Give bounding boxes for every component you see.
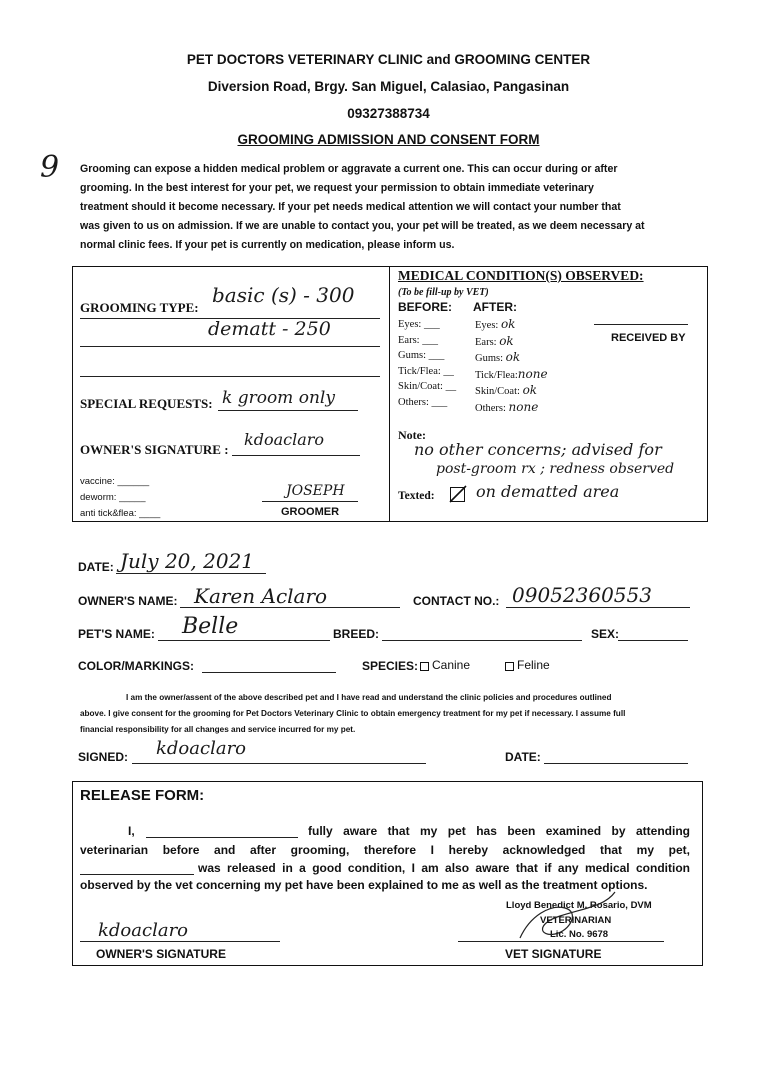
signed-value: kdoaclaro <box>156 738 247 759</box>
before-column <box>398 317 456 410</box>
sex-line <box>618 640 688 641</box>
release-owner-signature: kdoaclaro <box>98 920 189 941</box>
note-line-3: on dematted area <box>476 482 620 501</box>
clinic-phone: 09327388734 <box>347 106 430 121</box>
grooming-type-label: GROOMING TYPE: <box>80 300 199 315</box>
vet-license: Lic. No. 9678 <box>550 929 609 940</box>
received-by-line <box>594 324 688 325</box>
after-row: Others: none <box>475 399 539 414</box>
release-line-3: was released in a good condition, I am also aware that if any medical condition <box>198 861 690 875</box>
release-line-4: observed by the vet concerning my pet have been explained to me as well as the treatment options. <box>80 878 648 892</box>
release-line-1: fully aware that my pet has been examined by attending <box>308 824 690 838</box>
release-title: RELEASE FORM: <box>80 787 205 804</box>
breed-line <box>382 640 582 641</box>
owner-signature-value: kdoaclaro <box>244 430 325 449</box>
release-i-label: I, <box>128 824 135 838</box>
antitick-label: anti tick&flea: <box>80 508 137 519</box>
before-label: BEFORE: <box>398 300 452 314</box>
release-pet-line <box>80 874 194 875</box>
pet-name-label: PET'S NAME: <box>78 627 155 641</box>
note-line-1: no other concerns; advised for <box>414 440 662 459</box>
owner-signature-label: OWNER'S SIGNATURE : <box>80 442 229 457</box>
note-line-2: post-groom rx ; redness observed <box>436 461 675 477</box>
deworm-field: deworm: _____ <box>80 492 146 503</box>
after-row: Eyes: ok <box>475 317 516 331</box>
owner-name-value: Karen Aclaro <box>194 584 328 608</box>
vet-signature-line <box>458 941 664 942</box>
medical-title: MEDICAL CONDITION(S) OBSERVED: <box>398 268 644 283</box>
grooming-type-line-2 <box>80 346 380 347</box>
groomer-line <box>262 501 358 502</box>
intro-paragraph <box>80 160 700 255</box>
clinic-address: Diversion Road, Brgy. San Miguel, Calasiao, Pangasinan <box>207 79 570 94</box>
canine-label: Canine <box>432 658 471 672</box>
release-line-2: veterinarian before and after grooming, therefore I hereby acknowledged that my pet, <box>80 843 690 857</box>
antitick-field: anti tick&flea: ____ <box>80 508 161 519</box>
release-owner-line <box>80 941 280 942</box>
date-label: DATE: <box>78 560 114 574</box>
before-row: Skin/Coat: __ <box>398 381 457 392</box>
date-value: July 20, 2021 <box>120 549 255 573</box>
color-label: COLOR/MARKINGS: <box>78 659 194 673</box>
grooming-type-line-3 <box>80 376 380 377</box>
feline-label: Feline <box>517 658 550 672</box>
intro-line: Grooming can expose a hidden medical problem or aggravate a current one. This can occur during or after <box>80 163 618 175</box>
received-by-label: RECEIVED BY <box>611 332 686 344</box>
consent-paragraph <box>80 690 700 738</box>
grooming-type-value-1: basic (s) - 300 <box>212 283 355 307</box>
consent-line: financial responsibility for all changes and service incurred for my pet. <box>80 725 356 734</box>
before-row: Others: ___ <box>398 396 448 408</box>
signed-line <box>132 763 426 764</box>
grooming-type-value-2: dematt - 250 <box>208 318 331 340</box>
vaccine-label: vaccine: <box>80 476 115 487</box>
color-line <box>202 672 336 673</box>
special-requests-value: k groom only <box>222 388 335 408</box>
after-row: Ears: ok <box>475 333 514 348</box>
feline-checkbox[interactable] <box>505 662 514 671</box>
after-row: Gums: ok <box>475 350 521 364</box>
release-owner-label: OWNER'S SIGNATURE <box>96 947 226 961</box>
signed-label: SIGNED: <box>78 750 129 764</box>
signed-date-label: DATE: <box>505 750 541 764</box>
vaccine-field: vaccine: ______ <box>80 476 150 487</box>
intro-line: normal clinic fees. If your pet is currently on medication, please inform us. <box>80 239 455 251</box>
checkmark-icon <box>448 484 468 504</box>
after-row: Skin/Coat: ok <box>475 383 538 397</box>
contact-line <box>506 607 690 608</box>
pet-name-value: Belle <box>182 614 239 639</box>
texted-label: Texted: <box>398 490 435 502</box>
note-label: Note: <box>398 428 426 442</box>
vet-title: VETERINARIAN <box>540 915 612 926</box>
consent-line: above. I give consent for the grooming for Pet Doctors Veterinary Clinic to obtain emergency treatment for my pet if necessary. I assume full <box>80 709 626 718</box>
signed-date-line <box>544 763 688 764</box>
date-line <box>116 573 266 574</box>
contact-label: CONTACT NO.: <box>413 594 500 608</box>
after-column <box>475 317 548 416</box>
breed-label: BREED: <box>333 627 380 641</box>
contact-value: 09052360553 <box>512 583 652 607</box>
special-requests-line <box>218 410 358 411</box>
owner-signature-line <box>232 455 360 456</box>
intro-line: was given to us on admission. If we are unable to contact you, your pet will be treated, as we deem necessary at <box>80 220 645 232</box>
before-row: Eyes: ___ <box>398 319 440 330</box>
consent-line: I am the owner/assent of the above described pet and I have read and understand the clinic policies and procedures outlined <box>126 693 612 702</box>
sex-label: SEX: <box>591 627 620 641</box>
canine-checkbox[interactable] <box>420 662 429 671</box>
after-label: AFTER: <box>473 300 517 314</box>
before-row: Tick/Flea: __ <box>398 365 454 377</box>
intro-line: treatment should it become necessary. If your pet needs medical attention we will contact your number that <box>80 201 621 213</box>
groomer-label: GROOMER <box>281 506 340 518</box>
form-title: GROOMING ADMISSION AND CONSENT FORM <box>237 132 540 147</box>
clinic-name: PET DOCTORS VETERINARY CLINIC and GROOMING CENTER <box>186 52 591 67</box>
deworm-label: deworm: <box>80 492 117 503</box>
intro-line: grooming. In the best interest for your pet, we request your permission to obtain immediate veterinary <box>80 182 594 194</box>
box-divider <box>389 266 390 522</box>
special-requests-label: SPECIAL REQUESTS: <box>80 396 213 411</box>
vet-name: Lloyd Benedict M. Rosario, DVM <box>506 900 652 911</box>
owner-name-label: OWNER'S NAME: <box>78 594 178 608</box>
species-label: SPECIES: <box>362 659 419 673</box>
groomer-name: JOSEPH <box>286 483 345 499</box>
after-row: Tick/Flea:none <box>475 366 548 381</box>
vet-signature-label: VET SIGNATURE <box>505 947 602 961</box>
pet-name-line <box>158 640 330 641</box>
before-row: Ears: ___ <box>398 334 438 346</box>
vet-signature-scribble <box>510 886 620 946</box>
release-name-line <box>146 837 298 838</box>
margin-mark: 9 <box>40 150 60 185</box>
before-row: Gums: ___ <box>398 350 445 361</box>
medical-subtitle: (To be fill-up by VET) <box>398 287 489 298</box>
